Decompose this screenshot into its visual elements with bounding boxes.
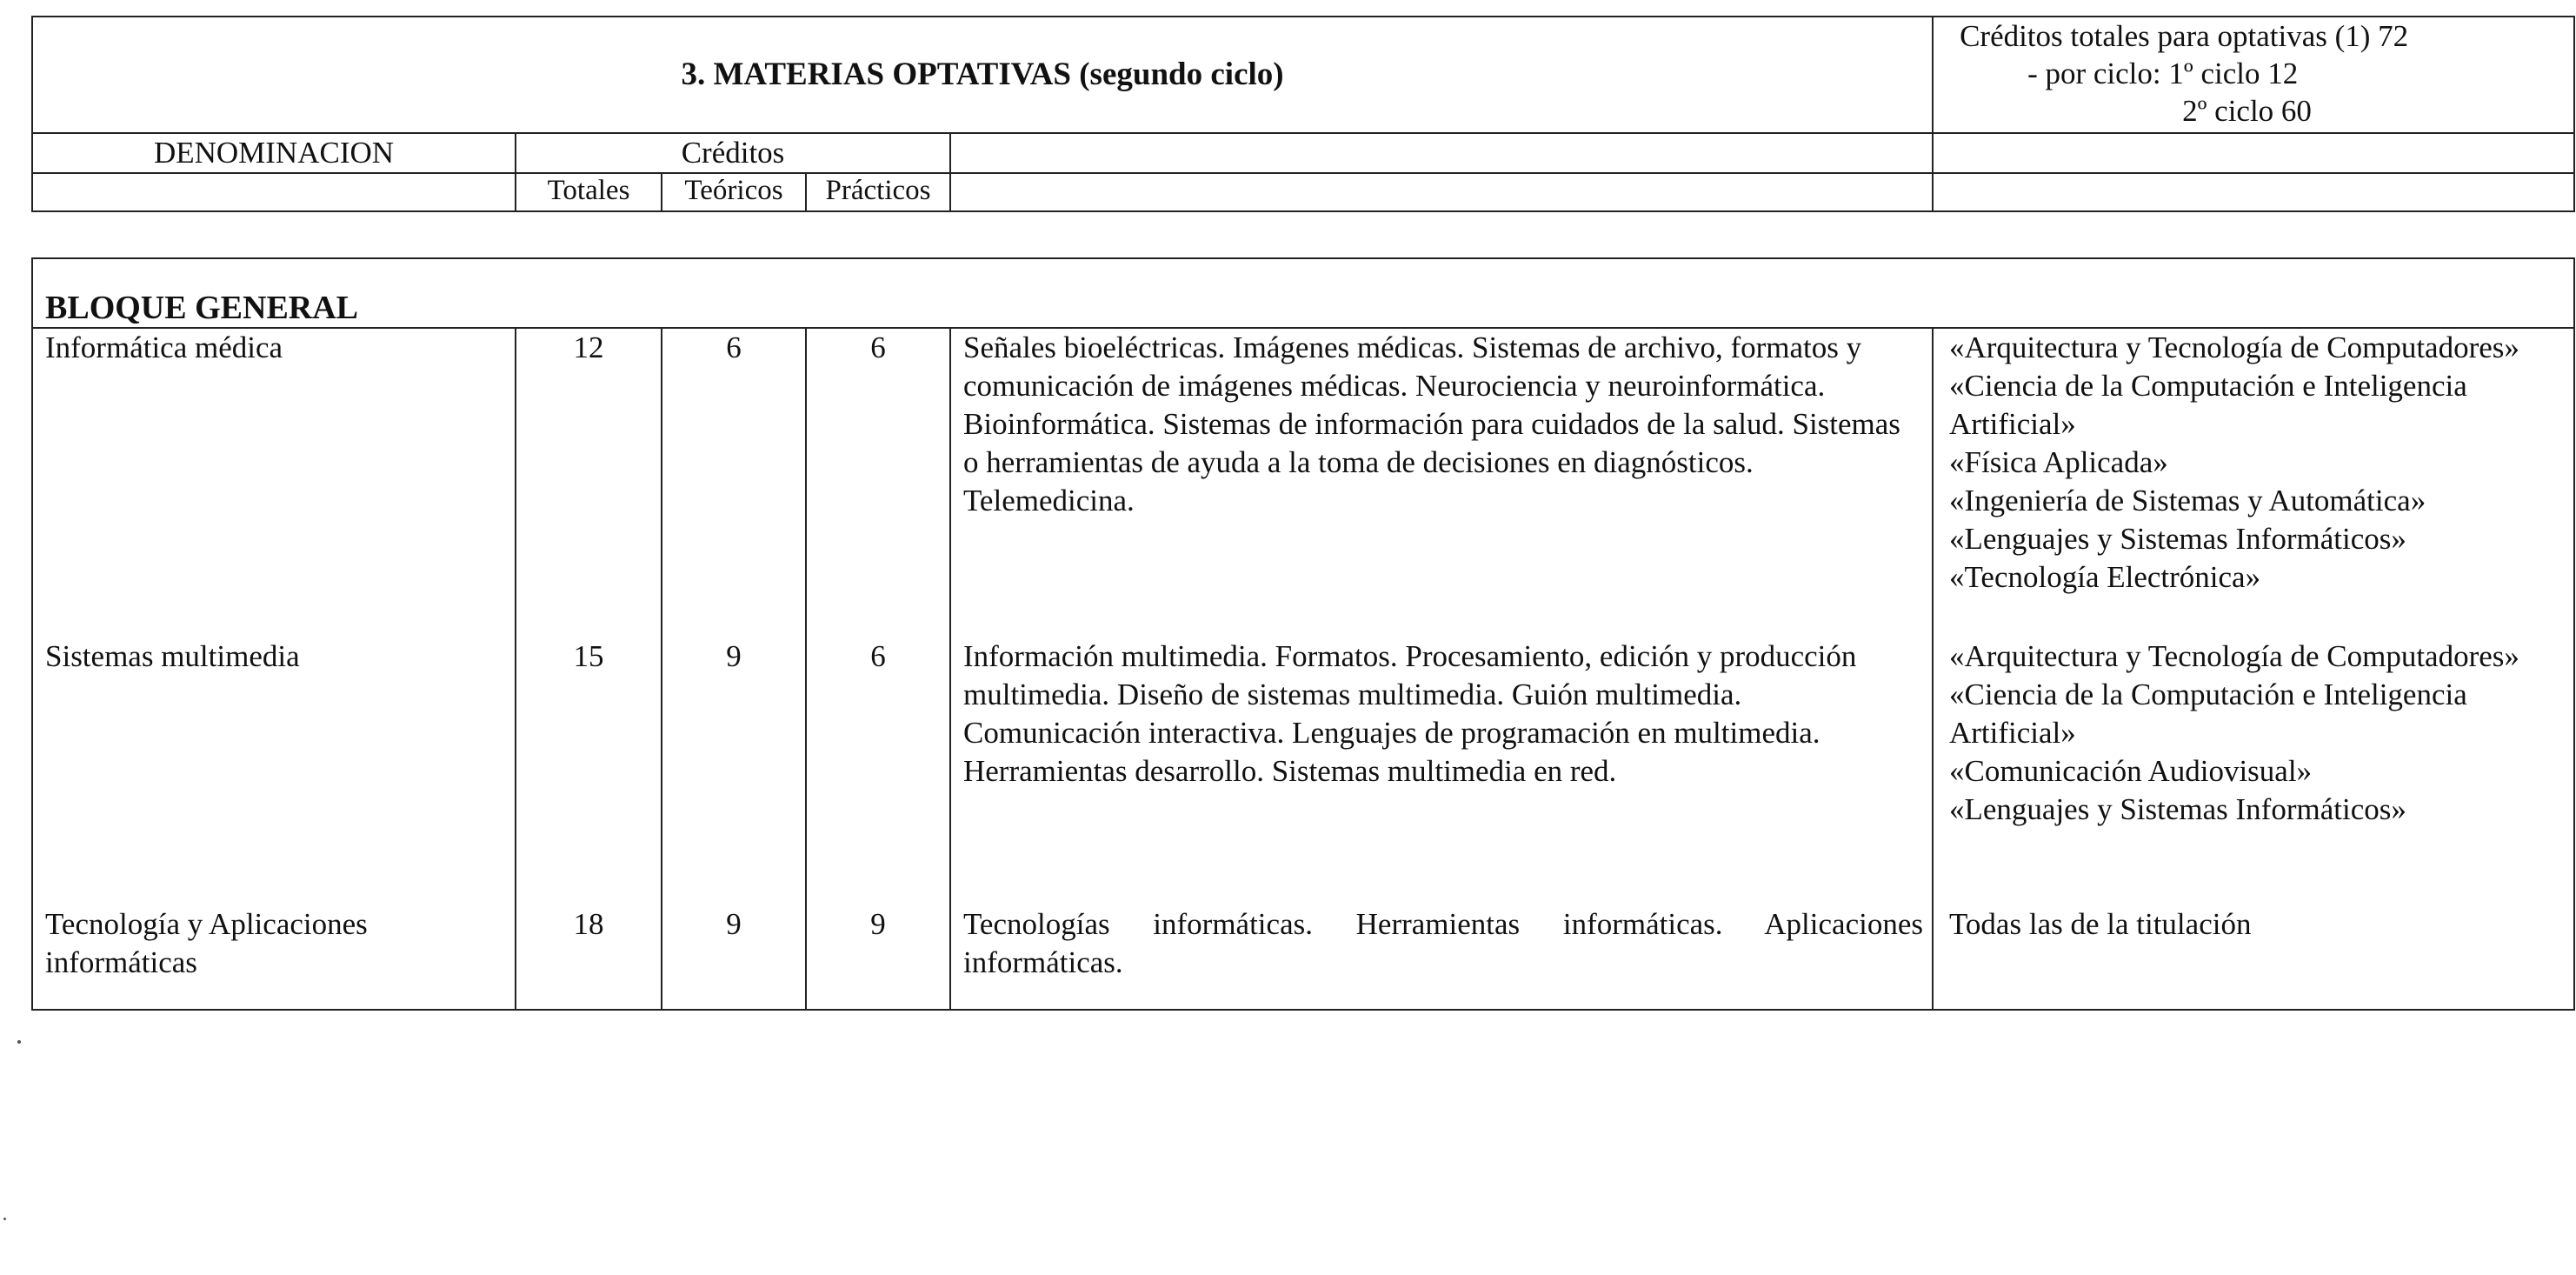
area-item: «Ciencia de la Computación e Inteligencia Artificial»	[1949, 369, 2467, 441]
col-empty	[32, 173, 516, 211]
credits-practicos: 9	[806, 905, 950, 1010]
col-denominacion: DENOMINACION	[32, 133, 516, 173]
area-item: «Arquitectura y Tecnología de Computadores»	[1949, 639, 2519, 673]
area-item: «Lenguajes y Sistemas Informáticos»	[1949, 792, 2406, 826]
col-areas-empty	[1933, 133, 2574, 173]
subject-areas: Todas las de la titulación	[1933, 905, 2574, 1010]
credits-teoricos: 9	[662, 638, 806, 905]
col-practicos: Prácticos	[806, 173, 950, 211]
credits-totales: 18	[516, 905, 662, 1010]
credits-cycle1-line: - por ciclo: 1º ciclo 12	[2027, 57, 2299, 90]
col-totales: Totales	[516, 173, 662, 211]
subject-name: Tecnología y Aplicaciones informáticas	[32, 905, 516, 1010]
credits-practicos: 6	[806, 638, 950, 905]
credits-teoricos: 9	[662, 905, 806, 1010]
table-row	[32, 905, 2574, 1010]
area-item: «Arquitectura y Tecnología de Computadores»	[1949, 330, 2519, 364]
col-empty	[950, 173, 1933, 211]
col-empty	[1933, 173, 2574, 211]
area-item: «Física Aplicada»	[1949, 445, 2168, 479]
credits-totales: 12	[516, 328, 662, 638]
block-table	[31, 257, 2575, 1011]
area-item: «Lenguajes y Sistemas Informáticos»	[1949, 522, 2406, 556]
subject-areas	[1933, 328, 2574, 638]
scan-speck	[3, 1218, 6, 1220]
block-title: BLOQUE GENERAL	[32, 258, 2574, 328]
area-item: «Ingeniería de Sistemas y Automática»	[1949, 484, 2426, 517]
section-title: 3. MATERIAS OPTATIVAS (segundo ciclo)	[32, 17, 1933, 133]
credits-practicos: 6	[806, 328, 950, 638]
table-row	[32, 638, 2574, 905]
col-creditos: Créditos	[516, 133, 950, 173]
credits-cycle2-line: 2º ciclo 60	[2182, 94, 2312, 128]
col-teoricos: Teóricos	[662, 173, 806, 211]
subject-areas	[1933, 638, 2574, 905]
area-item: «Tecnología Electrónica»	[1949, 560, 2261, 594]
credits-totales: 15	[516, 638, 662, 905]
credits-summary	[1933, 17, 2574, 133]
header-table	[31, 16, 2575, 212]
area-item: «Comunicación Audiovisual»	[1949, 754, 2313, 788]
subject-name: Sistemas multimedia	[32, 638, 516, 905]
subject-description: Información multimedia. Formatos. Procesamiento, edición y producción multimedia. Diseño de sistemas multimedia. Guión multimedia. Comunicación interactiva. Lenguajes de programación en multimedia. Herramientas desarrollo. Sistemas multimedia en red.	[950, 638, 1933, 905]
scan-speck	[17, 1040, 21, 1044]
area-item: «Ciencia de la Computación e Inteligencia Artificial»	[1949, 678, 2467, 750]
col-description-empty	[950, 133, 1933, 173]
subject-description: Señales bioeléctricas. Imágenes médicas. Sistemas de archivo, formatos y comunicación de imágenes médicas. Neurociencia y neuroinformática. Bioinformática. Sistemas de información para cuidados de la salud. Sistemas o herramientas de ayuda a la toma de decisiones en diagnósticos. Telemedicina.	[950, 328, 1933, 638]
credits-teoricos: 6	[662, 328, 806, 638]
credits-total-line: Créditos totales para optativas (1) 72	[1960, 19, 2409, 53]
subject-description: Tecnologías informáticas. Herramientas informáticas. Aplicaciones informáticas.	[950, 905, 1933, 1010]
subject-name: Informática médica	[32, 328, 516, 638]
table-row	[32, 328, 2574, 638]
